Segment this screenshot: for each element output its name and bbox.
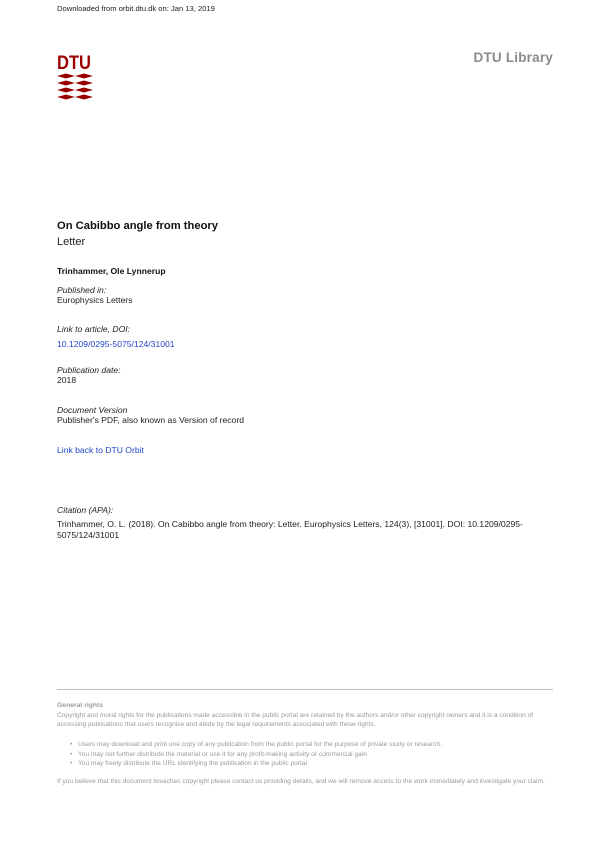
- published-in-value: Europhysics Letters: [57, 295, 133, 305]
- authors: Trinhammer, Ole Lynnerup: [57, 266, 166, 276]
- document-version-block: [57, 405, 244, 425]
- dtu-library-logo: DTU Library: [473, 50, 553, 65]
- dtu-logo: [57, 52, 93, 104]
- list-item: • You may not further distribute the material or use it for any profit-making activity or commercial gain: [70, 750, 550, 760]
- document-title: On Cabibbo angle from theory: [57, 220, 218, 232]
- document-subtitle: Letter: [57, 236, 86, 248]
- doi-block: [57, 324, 175, 352]
- publication-date-value: 2018: [57, 375, 77, 385]
- publication-date-label: Publication date:: [57, 365, 121, 375]
- dtu-logo-text: DTU: [57, 52, 91, 74]
- list-item: • You may freely distribute the URL identifying the publication in the public portal: [70, 759, 550, 769]
- general-rights-list: [70, 740, 550, 769]
- download-stamp: Downloaded from orbit.dtu.dk on: Jan 13, 2019: [57, 4, 215, 13]
- dtu-logo-pattern-icon: [57, 74, 93, 100]
- orbit-link[interactable]: Link back to DTU Orbit: [57, 445, 144, 455]
- document-version-value: Publisher's PDF, also known as Version of record: [57, 415, 244, 425]
- removal-paragraph: If you believe that this document breaches copyright please contact us providing details, and we will remove access to the work immediately and investigate your claim.: [57, 778, 545, 785]
- general-rights-heading: General rights: [57, 702, 104, 709]
- citation-text: Trinhammer, O. L. (2018). On Cabibbo angle from theory: Letter. Europhysics Letters, 124(3), [31001]. DOI: 10.1209/0295-5075/124/31001: [57, 519, 523, 540]
- published-in-label: Published in:: [57, 285, 107, 295]
- doi-label: Link to article, DOI:: [57, 324, 131, 334]
- published-in-block: [57, 285, 132, 305]
- citation-label: Citation (APA):: [57, 505, 114, 515]
- general-rights-paragraph: Copyright and moral rights for the publications made accessible in the public portal are retained by the authors and/or other copyright owners and it is a condition of accessing publications that users recognise and abide by the legal requirements associated with these rights.: [57, 712, 534, 729]
- doi-link[interactable]: 10.1209/0295-5075/124/31001: [57, 339, 175, 349]
- publication-date-block: [57, 365, 121, 385]
- document-version-label: Document Version: [57, 405, 128, 415]
- list-item: • Users may download and print one copy of any publication from the public portal for the purpose of private study or research.: [70, 740, 550, 750]
- divider: [57, 689, 553, 690]
